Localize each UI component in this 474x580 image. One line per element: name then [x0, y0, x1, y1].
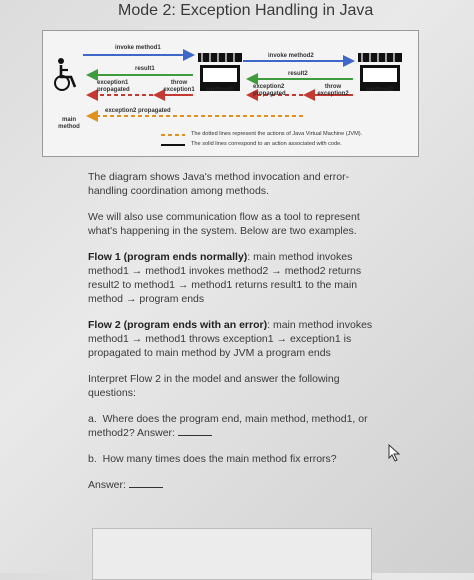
flow1-body: : main method invokes method1 → method1 invokes method2 → method2 returns result2 to method1 → method1 returns result1 to the main method → program ends: [88, 251, 362, 305]
flow2-paragraph: [88, 318, 373, 360]
question-intro: Interpret Flow 2 in the model and answer the following questions:: [88, 373, 340, 399]
exception2-propagated-label: exception2 propagated: [105, 108, 171, 114]
intro-text: The diagram shows Java's method invocation and error-handling coordination among methods.: [88, 171, 350, 197]
answer-textbox[interactable]: [92, 528, 372, 580]
answer-b-blank[interactable]: [129, 478, 163, 488]
question-b-text: How many times does the main method fix errors?: [102, 453, 337, 465]
throw-exception2-label: throw exception2: [317, 84, 349, 97]
legend-solid-text: The solid lines correspond to an action associated with code.: [191, 141, 342, 147]
question-a-text: Where does the program end, main method, method1, or method2? Answer:: [88, 413, 368, 439]
throw-exception1-label: throw exception1: [163, 80, 195, 93]
page-title: Mode 2: Exception Handling in Java: [118, 2, 374, 19]
method2-label: method2: [366, 86, 394, 93]
flow2-title: Flow 2 (program ends with an error): [88, 319, 268, 331]
answer-b-label: Answer:: [88, 479, 126, 491]
hand-cursor-icon: [388, 444, 402, 462]
legend-dotted-text: The dotted lines represent the actions of Java Virtual Machine (JVM).: [191, 131, 363, 137]
exception-flow-diagram: [42, 30, 419, 157]
answer-a-blank[interactable]: [178, 426, 212, 436]
question-a: [88, 412, 373, 440]
result2-label: result2: [288, 71, 308, 77]
question-b-label: b.: [88, 453, 97, 465]
main-method-label: main method: [58, 117, 80, 130]
flow-intro-text: We will also use communication flow as a tool to represent what's happening in the system. Below are two examples.: [88, 211, 360, 237]
question-b: [88, 452, 373, 466]
method1-label: method1: [206, 86, 234, 93]
wheelchair-user-icon: [55, 58, 75, 90]
content-body: [88, 170, 373, 504]
exception2-propagated-short-label: exception2 propagated: [253, 84, 286, 97]
invoke-method2-label: invoke method2: [268, 53, 314, 59]
flow2-body: : main method invokes method1 → method1 throws exception1 → exception1 is propagated to main method by JVM a program ends: [88, 319, 373, 359]
exception1-propagated-label: exception1 propagated: [97, 80, 130, 93]
invoke-method1-label: invoke method1: [115, 45, 161, 51]
flow1-paragraph: [88, 250, 373, 306]
flow1-title: Flow 1 (program ends normally): [88, 251, 248, 263]
answer-b-line: [88, 478, 373, 492]
result1-label: result1: [135, 66, 155, 72]
question-a-label: a.: [88, 413, 97, 425]
